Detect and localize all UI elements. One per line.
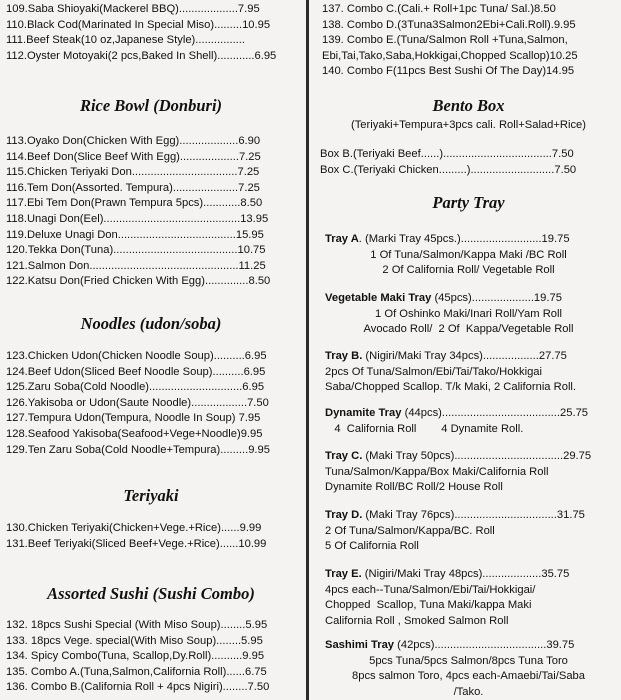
menu-item: 115.Chicken Teriyaki Don..................................7.25 [6, 166, 260, 179]
menu-item: 113.Oyako Don(Chicken With Egg)...................6.90 [6, 135, 261, 147]
tray-d [316, 508, 585, 555]
menu-item: 123.Chicken Udon(Chicken Noodle Soup)..........6.95 [6, 350, 267, 362]
menu-item: 126.Yakisoba or Udon(Saute Noodle)..................7.50 [6, 396, 269, 409]
tray-price-line: (Nigiri/Maki Tray 34pcs)..................27.75 [362, 350, 567, 362]
menu-item: 138. Combo D.(3Tuna3Salmon2Ebi+Cali.Roll).9.95 [322, 18, 576, 31]
menu-item: 132. 18pcs Sushi Special (With Miso Soup)........5.95 [6, 619, 268, 631]
tray-desc: Avocado Roll/ 2 Of Kappa/Vegetable Roll [363, 323, 574, 336]
tray-e [316, 567, 569, 629]
menu-item: 137. Combo C.(Cali.+ Roll+1pc Tuna/ Sal.)8.50 [322, 3, 556, 15]
tray-price-line: (45pcs)....................19.75 [431, 292, 562, 304]
tray-price-line: . (Marki Tray 45pcs.)..........................19.75 [358, 233, 570, 245]
tray-name: Tray D. [325, 509, 363, 521]
menu-item: 136. Combo B.(California Roll + 4pcs Nigiri)........7.50 [6, 681, 270, 694]
tray-name: Sashimi Tray [325, 639, 395, 651]
tray-desc: 4 California Roll 4 Dynamite Roll. [325, 422, 524, 435]
menu-item: 117.Ebi Tem Don(Prawn Tempura 5pcs)............8.50 [6, 197, 263, 210]
menu-item: 125.Zaru Soba(Cold Noodle)..............................6.95 [6, 381, 265, 394]
tray-desc: 2pcs Of Tuna/Salmon/Ebi/Tai/Tako/Hokkigai [325, 365, 543, 378]
tray-desc: Chopped Scallop, Tuna Maki/kappa Maki [325, 599, 532, 612]
bento-box-heading: Bento Box [432, 96, 505, 115]
noodles-heading: Noodles (udon/soba) [80, 314, 222, 333]
menu-item: 116.Tem Don(Assorted. Tempura).....................7.25 [6, 181, 260, 194]
menu-item: 110.Black Cod(Marinated In Special Miso).........10.95 [6, 18, 271, 31]
dynamite-tray [316, 406, 588, 437]
rice-bowl-heading: Rice Bowl (Donburi) [79, 96, 223, 115]
tray-price-line: (Nigiri/Maki Tray 48pcs)...................35.75 [361, 568, 570, 580]
sashimi-tray [316, 638, 621, 700]
tray-desc: Saba/Chopped Scallop. T/k Maki, 2 California Roll. [325, 381, 577, 394]
tray-desc: /Tako. [453, 685, 484, 698]
menu-item: 135. Combo A.(Tuna,Salmon,California Roll)......6.75 [6, 665, 267, 678]
teriyaki-heading: Teriyaki [123, 486, 179, 505]
menu-item: 109.Saba Shioyaki(Mackerel BBQ)...................7.95 [6, 3, 260, 15]
tray-price-line: (42pcs)....................................39.75 [394, 639, 575, 651]
assorted-sushi-list [0, 618, 269, 696]
vegetable-maki-tray [316, 291, 621, 338]
menu-item: 120.Tekka Don(Tuna)........................................10.75 [6, 244, 266, 257]
tray-name: Tray A [325, 233, 359, 245]
combo-list [313, 2, 578, 80]
menu-item: 139. Combo E.(Tuna/Salmon Roll +Tuna,Salmon, [322, 34, 568, 47]
menu-item: 119.Deluxe Unagi Don......................................15.95 [6, 228, 264, 241]
tray-desc: California Roll , Smoked Salmon Roll [325, 614, 509, 627]
menu-item: 134. Spicy Combo(Tuna, Scallop,Dy.Roll)..........9.95 [6, 650, 265, 663]
tray-a [316, 232, 621, 279]
noodles-list [0, 349, 270, 458]
menu-item: Box C.(Teriyaki Chicken.........)...........................7.50 [320, 163, 577, 176]
party-tray-heading: Party Tray [432, 193, 505, 212]
tray-name: Dynamite Tray [325, 407, 402, 419]
tray-desc: 2 Of California Roll/ Vegetable Roll [382, 264, 555, 277]
menu-item: 140. Combo F(11pcs Best Sushi Of The Day)14.95 [322, 65, 575, 78]
rice-bowl-list [0, 134, 270, 290]
tray-price-line: (44pcs)......................................25.75 [401, 407, 589, 419]
tray-desc: 1 Of Tuna/Salmon/Kappa Maki /BC Roll [370, 248, 567, 261]
tray-desc: 1 Of Oshinko Maki/Inari Roll/Yam Roll [375, 307, 562, 320]
menu-item: 112.Oyster Motoyaki(2 pcs,Baked In Shell)............6.95 [6, 49, 277, 62]
menu-item: 131.Beef Teriyaki(Sliced Beef+Vege.+Rice)......10.99 [6, 537, 267, 550]
tray-desc: 5pcs Tuna/5pcs Salmon/8pcs Tuna Toro [369, 654, 568, 667]
bento-subtitle-wrap [316, 118, 621, 134]
menu-item: 111.Beef Steak(10 oz,Japanese Style)................ [6, 34, 245, 47]
tray-name: Vegetable Maki Tray [325, 292, 432, 304]
menu-item: 124.Beef Udon(Sliced Beef Noodle Soup)..........6.95 [6, 365, 266, 378]
tray-name: Tray E. [325, 568, 362, 580]
top-items [0, 2, 276, 64]
menu-item: Ebi,Tai,Tako,Saba,Hokkigai,Chopped Scallop)10.25 [322, 49, 578, 62]
tray-name: Tray C. [325, 450, 363, 462]
menu-item: Box B.(Teriyaki Beef......)...................................7.50 [320, 148, 574, 160]
tray-desc: 2 Of Tuna/Salmon/Kappa/BC. Roll [325, 524, 495, 537]
menu-item: 127.Tempura Udon(Tempura, Noodle In Soup) 7.95 [6, 412, 261, 425]
tray-price-line: (Maki Tray 76pcs).................................31.75 [362, 509, 585, 521]
tray-name: Tray B. [325, 350, 363, 362]
tray-desc: Tuna/Salmon/Kappa/Box Maki/California Roll [325, 465, 549, 478]
teriyaki-list [0, 521, 266, 552]
menu-item: 129.Ten Zaru Soba(Cold Noodle+Tempura).........9.95 [6, 443, 270, 456]
bento-subtitle: (Teriyaki+Tempura+3pcs cali. Roll+Salad+Rice) [350, 119, 587, 131]
tray-b [316, 349, 576, 396]
tray-c [316, 449, 591, 496]
menu-item: 114.Beef Don(Slice Beef With Egg)...................7.25 [6, 150, 261, 163]
tray-price-line: (Maki Tray 50pcs)...................................29.75 [362, 450, 592, 462]
menu-item: 128.Seafood Yakisoba(Seafood+Vege+Noodle)9.95 [6, 427, 263, 440]
tray-desc: 8pcs salmon Toro, 4pcs each-Amaebi/Tai/Saba [352, 670, 585, 683]
menu-item: 130.Chicken Teriyaki(Chicken+Vege.+Rice)......9.99 [6, 522, 262, 534]
menu-item: 122.Katsu Don(Fried Chicken With Egg)..............8.50 [6, 275, 271, 288]
column-divider [306, 0, 309, 700]
tray-desc: 4pcs each--Tuna/Salmon/Ebi/Tai/Hokkigai/ [325, 583, 536, 596]
menu-item: 133. 18pcs Vege. special(With Miso Soup)........5.95 [6, 634, 263, 647]
tray-desc: Dynamite Roll/BC Roll/2 House Roll [325, 481, 503, 494]
menu-item: 118.Unagi Don(Eel)............................................13.95 [6, 212, 269, 225]
tray-desc: 5 Of California Roll [325, 540, 419, 553]
bento-list [311, 147, 576, 178]
assorted-sushi-heading: Assorted Sushi (Sushi Combo) [47, 584, 255, 603]
menu-item: 121.Salmon Don................................................11.25 [6, 259, 266, 272]
